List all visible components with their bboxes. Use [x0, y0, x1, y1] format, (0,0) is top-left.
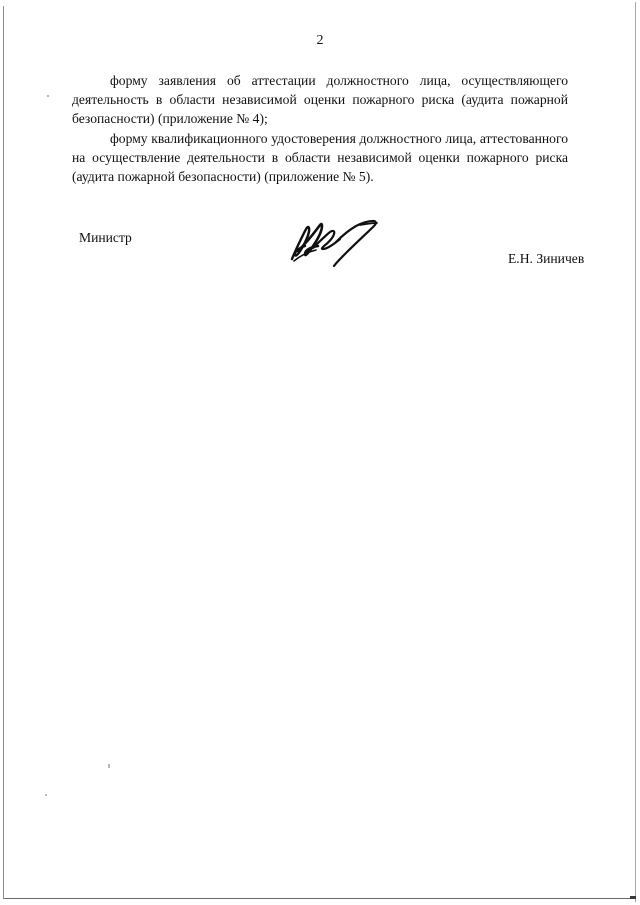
signatory-role: Министр: [79, 230, 132, 245]
page-number: 2: [316, 33, 324, 48]
handwritten-signature-icon: [286, 215, 396, 271]
paragraph: форму квалификационного удостоверения должностного лица, аттестованного на осуществление деятельности в области независимой оценки пожарного риска (аудита пожарной безопасности) (приложение № 5).: [72, 130, 568, 185]
paragraph: форму заявления об аттестации должностного лица, осуществляющего деятельность в области независимой оценки пожарного риска (аудита пожарной безопасности) (приложение № 4);: [72, 73, 568, 127]
scan-speck: [45, 794, 47, 796]
scan-edge-artifact: [3, 6, 4, 899]
signatory-name: Е.Н. Зиничев: [508, 251, 585, 266]
scan-edge-artifact: [4, 898, 632, 899]
scan-speck: [108, 764, 110, 768]
document-body: [72, 71, 568, 186]
scan-corner-artifact: [630, 896, 636, 899]
scan-speck: [47, 95, 49, 97]
scan-edge-artifact: [635, 2, 636, 902]
signature-block: [0, 225, 640, 295]
